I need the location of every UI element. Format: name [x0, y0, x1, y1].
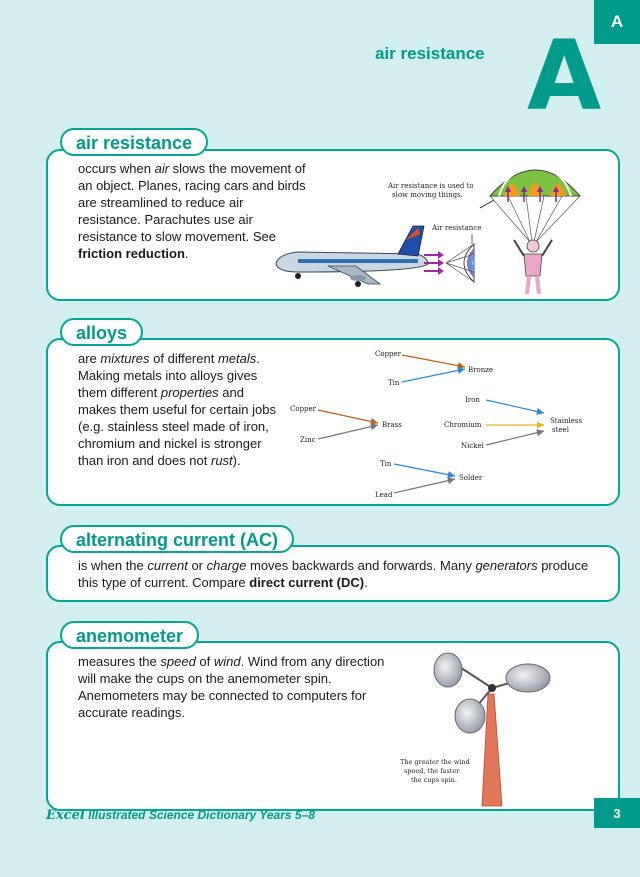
brass-output: Brass [382, 421, 402, 429]
entry-term-air-resistance: air resistance [60, 128, 208, 156]
section-tab: A [594, 0, 640, 44]
steel-output-2: steel [552, 426, 569, 434]
entry-text-air-resistance: occurs when air slows the movement of an object. Planes, racing cars and birds are streamlined to reduce air resistance. Parachutes use air resistance to slow movement. See friction reduction. [78, 161, 306, 261]
brass-input-zinc: Zinc [300, 436, 316, 444]
entry-term-alternating-current: alternating current (AC) [60, 525, 294, 553]
anemometer-figure [392, 648, 562, 808]
steel-input-nickel: Nickel [461, 442, 484, 450]
brass-input-copper: Copper [290, 405, 317, 413]
anemometer-caption-2: speed, the faster [404, 767, 460, 775]
air-resistance-label: Air resistance [432, 224, 482, 232]
small-parachute-illustration [446, 234, 474, 282]
solder-input-lead: Lead [375, 491, 393, 499]
bronze-output: Bronze [468, 366, 494, 374]
parachute-caption-2: slow moving things. [392, 191, 463, 199]
entry-text-alloys: are mixtures of different metals. Making metals into alloys gives them different properties and makes them useful for certain jobs (e.g. stainless steel made of iron, chromium and nickel is stronger than iron and does not rust). [78, 351, 276, 468]
bronze-input-tin: Tin [388, 379, 400, 387]
anemometer-caption-3: the cups spin. [411, 776, 457, 784]
footer-title [46, 808, 315, 823]
page-number: 3 [594, 798, 640, 828]
bronze-input-copper: Copper [375, 350, 402, 358]
steel-input-iron: Iron [465, 396, 480, 404]
steel-input-chromium: Chromium [444, 421, 482, 429]
alloys-diagram [282, 345, 602, 505]
entry-text-alternating-current: is when the current or charge moves backwards and forwards. Many generators produce this type of current. Compare direct current (DC). [78, 558, 589, 590]
solder-output: Solder [459, 474, 483, 482]
footer-book-title: Illustrated Science Dictionary Years 5–8 [88, 808, 315, 822]
solder-input-tin: Tin [380, 460, 392, 468]
footer-brand: Excel [46, 808, 85, 823]
parachute-figure [268, 160, 608, 298]
anemometer-caption-1: The greater the wind [400, 758, 470, 766]
section-letter: A [527, 20, 602, 132]
entry-text-anemometer: measures the speed of wind. Wind from any direction will make the cups on the anemometer spin. Anemometers may be connected to computers for accurate readings. [78, 654, 385, 720]
running-header: air resistance [375, 44, 485, 63]
parachute-caption-1: Air resistance is used to [388, 182, 474, 190]
drag-arrows [424, 251, 444, 275]
airplane-illustration [276, 226, 428, 287]
large-parachute-illustration [490, 170, 580, 294]
steel-output-1: Stainless [550, 417, 583, 425]
entry-term-alloys: alloys [60, 318, 143, 346]
entry-term-anemometer: anemometer [60, 621, 199, 649]
